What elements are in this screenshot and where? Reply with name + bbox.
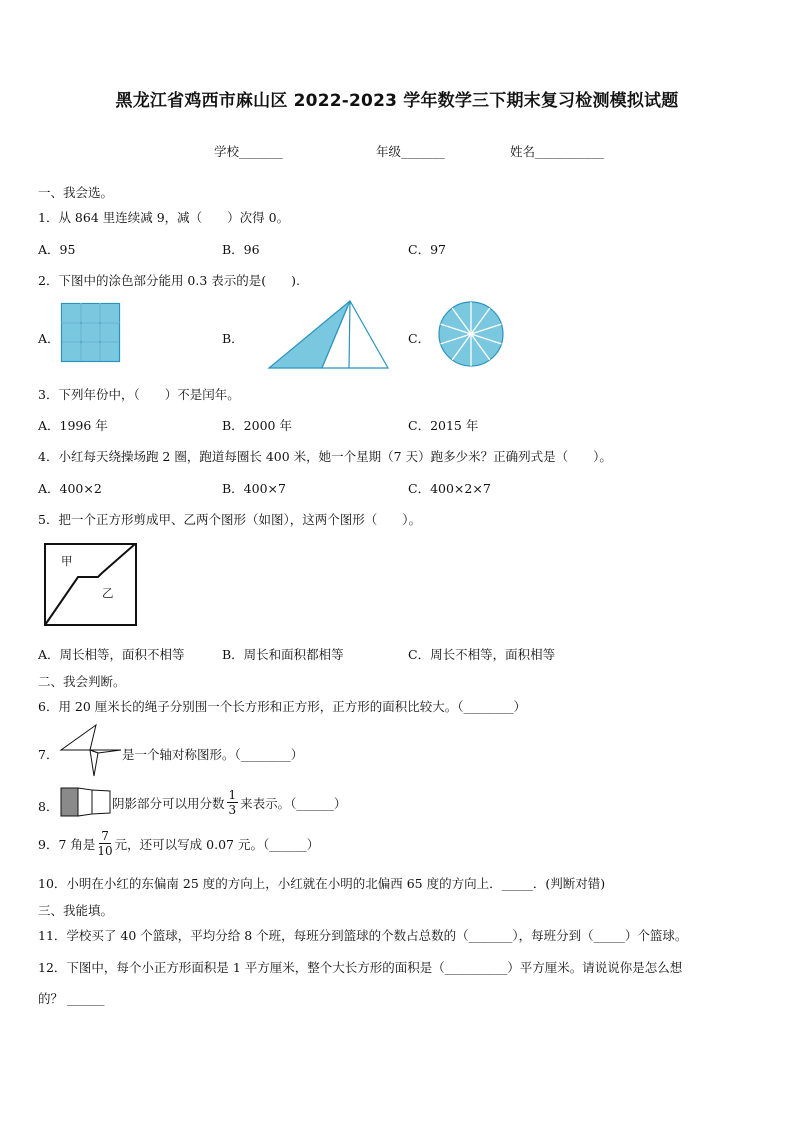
q1-option-a[interactable]: A．95 — [38, 242, 76, 257]
section-2-heading: 二、我会判断。 — [38, 674, 126, 689]
q3-option-c[interactable]: C．2015 年 — [408, 418, 479, 433]
q8-number: 8． — [38, 799, 59, 814]
q8-fraction — [227, 788, 239, 817]
q9-fraction — [97, 829, 112, 858]
q5-label-jia: 甲 — [61, 554, 73, 568]
q7-pinwheel-figure — [60, 724, 122, 778]
q8-text-before: 阴影部分可以用分数 — [112, 795, 225, 811]
q2-grid-figure — [61, 303, 121, 363]
q5-option-a[interactable]: A．周长相等，面积不相等 — [38, 647, 185, 662]
section-1-heading: 一、我会选。 — [38, 185, 114, 200]
q5-option-c[interactable]: C．周长不相等，面积相等 — [408, 647, 556, 662]
q5-option-b[interactable]: B．周长和面积都相等 — [222, 647, 344, 662]
q2-stem: 2．下图中的涂色部分能用 0.3 表示的是( ). — [38, 273, 301, 288]
q3-option-a[interactable]: A．1996 年 — [38, 418, 108, 433]
q2-circle-figure — [437, 300, 505, 368]
q10-statement: 10．小明在小红的东偏南 25 度的方向上，小红就在小明的北偏西 65 度的方向上．_____．(判断对错) — [38, 876, 606, 891]
q3-option-b[interactable]: B．2000 年 — [222, 418, 292, 433]
q9-fraction-numerator: 7 — [101, 829, 109, 843]
q8-text-after: 来表示。（______） — [240, 795, 347, 811]
q3-stem: 3．下列年份中，（ ）不是闰年。 — [38, 387, 240, 402]
q6-statement: 6．用 20 厘米长的绳子分别围一个长方形和正方形，正方形的面积比较大。（________） — [38, 699, 527, 714]
q12-statement-line2: 的？ ______ — [38, 991, 105, 1006]
q5-stem: 5．把一个正方形剪成甲、乙两个图形（如图），这两个图形（ ）。 — [38, 512, 421, 527]
q2-option-c[interactable]: C． — [408, 331, 431, 346]
q11-statement: 11．学校买了 40 个篮球，平均分给 8 个班，每班分到篮球的个数占总数的（_______），每班分到（_____）个篮球。 — [38, 928, 688, 943]
q5-label-yi: 乙 — [102, 586, 114, 600]
q9-text-after: 元，还可以写成 0.07 元。（______） — [114, 836, 320, 852]
q5-square-figure — [44, 543, 138, 627]
q1-option-b[interactable]: B．96 — [222, 242, 260, 257]
q1-option-c[interactable]: C．97 — [408, 242, 446, 257]
name-field[interactable]: 姓名___________ — [510, 144, 604, 159]
q2-triangle-figure — [268, 300, 390, 370]
q4-option-c[interactable]: C．400×2×7 — [408, 481, 491, 496]
q4-option-b[interactable]: B．400×7 — [222, 481, 286, 496]
q4-option-a[interactable]: A．400×2 — [38, 481, 102, 496]
q12-statement-line1: 12．下图中，每个小正方形面积是 1 平方厘米，整个大长方形的面积是（__________）平方厘米。请说说你是怎么想 — [38, 960, 683, 975]
q7-number: 7． — [38, 747, 59, 762]
q2-option-a[interactable]: A． — [38, 331, 60, 346]
school-field[interactable]: 学校_______ — [214, 144, 283, 159]
q9-text-before: 9．7 角是 — [38, 836, 96, 852]
q9-fraction-denominator: 10 — [97, 844, 113, 858]
section-3-heading: 三、我能填。 — [38, 903, 114, 918]
q8-bar-figure — [60, 787, 112, 817]
q8-fraction-numerator: 1 — [228, 788, 237, 802]
q8-fraction-denominator: 3 — [228, 803, 237, 817]
q1-stem: 1．从 864 里连续减 9，减（ ）次得 0。 — [38, 210, 290, 225]
grade-field[interactable]: 年级_______ — [376, 144, 445, 159]
page-title: 黑龙江省鸡西市麻山区 2022-2023 学年数学三下期末复习检测模拟试题 — [115, 91, 679, 111]
q4-stem: 4．小红每天绕操场跑 2 圈，跑道每圈长 400 米，她一个星期（7 天）跑多少米？正确列式是（ ）。 — [38, 449, 612, 464]
q2-option-b[interactable]: B． — [222, 331, 244, 346]
q7-statement: 是一个轴对称图形。（________） — [122, 747, 304, 762]
